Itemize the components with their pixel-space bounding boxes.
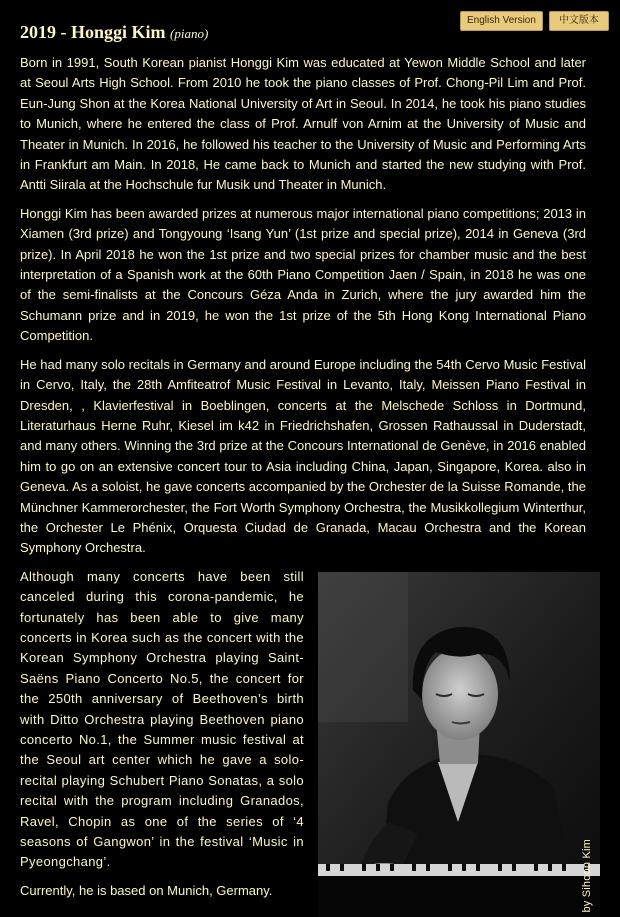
bio-paragraph-recitals: He had many solo recitals in Germany and around Europe including the 54th Cervo Music Festival in Cervo, Italy, the 28th Amfiteatrof Music Festival in Levanto, Italy, Meissen Piano Festival in Dresden, , Klavierfestival in Boeblingen, concerts at the Melschede Schloss in Dortmund, Literaturhaus Herne Ruhr, Kiesel im k42 in Friedrichshafen, Grossen Rathaussal in Duderstadt, and many others. Winning the 3rd prize at the Concours International de Genève, in 2016 enabled him to go on an extensive concert tour to Asia including China, Japan, Singapore, Korea. also in Geneva. As a soloist, he gave concerts accompanied by the Orchester de la Suisse Romande, the Münchner Kammerorchester, the Fort Worth Symphony Orchestra, the Musikkollegium Winterthur, the Orchester Le Phénix, Orquesta Ciudad de Granada, Macau Orchestra and the Korean Symphony Orchestra. bbox=[20, 356, 586, 556]
photo-credit: by Sihoon Kim bbox=[581, 839, 593, 913]
bio-paragraph-education: Born in 1991, South Korean pianist Honggi Kim was educated at Yewon Middle School and later at Seoul Arts High School. From 2010 he took the piano classes of Prof. Chong-Pil Lim and Prof. Eun-Jung Shon at the Korea National University of Art in Seoul. In 2014, he took his piano studies to Munich, where he entered the class of Prof. Arnulf von Arnim at the University of Music and Theater in Munich. In 2016, he followed his teacher to the University of Music and Performing Arts in Frankfurt am Main. In 2018, He came back to Munich and started the new studying with Prof. Antti Siirala at the Hochschule fur Musik und Theater in Munich. bbox=[20, 55, 586, 193]
bottom-section bbox=[20, 567, 593, 913]
pianist-photo-illustration bbox=[318, 572, 600, 917]
bio-content bbox=[20, 20, 593, 913]
bio-paragraph-current: Currently, he is based on Munich, Germany. bbox=[20, 882, 273, 898]
bio-paragraph-prizes: Honggi Kim has been awarded prizes at numerous major international piano competitions; 2013 in Xiamen (3rd prize) and Tongyoung ‘Isang Yun’ (1st prize and special prize), 2014 in Geneva (3rd prize). In April 2018 he won the 1st prize and two special prizes for chamber music and the best interpretation of a Spanish work at the 60th Piano Competition Jaen / Spain, in 2018 he was one of the semi-finalists at the Concours Géza Anda in Zurich, where the jury awarded him the Schumann prize and in 2019, he won the 1st prize of the 5th Hong Kong International Piano Competition. bbox=[20, 205, 586, 344]
page-title bbox=[20, 20, 586, 46]
bottom-text-column bbox=[20, 567, 304, 902]
bio-paragraph-pandemic: Although many concerts have been still canceled during this corona-pandemic, he fortunately has been able to give many concerts in Korea such as the concert with the Korean Symphony Orchestra playing Saint-Saëns Piano Concerto No.5, the concert for the 250th anniversary of Beethoven’s birth with Ditto Orchestra playing Beethoven piano concerto No.1, the Summer music festival at the Seoul art center which he gave a solo-recital playing Schubert Piano Sonatas, a solo recital with the program including Granados, Ravel, Chopin as one of the series of ‘4 seasons of Gangwon’ in the festival ‘Music in Pyeongchang’. bbox=[20, 568, 304, 870]
instrument-label: (piano) bbox=[170, 26, 209, 41]
chinese-version-button[interactable]: 中文版本 bbox=[549, 11, 609, 31]
artist-photo bbox=[318, 572, 600, 917]
english-version-button[interactable]: English Version bbox=[460, 11, 543, 31]
artist-title: 2019 - Honggi Kim bbox=[20, 22, 166, 42]
